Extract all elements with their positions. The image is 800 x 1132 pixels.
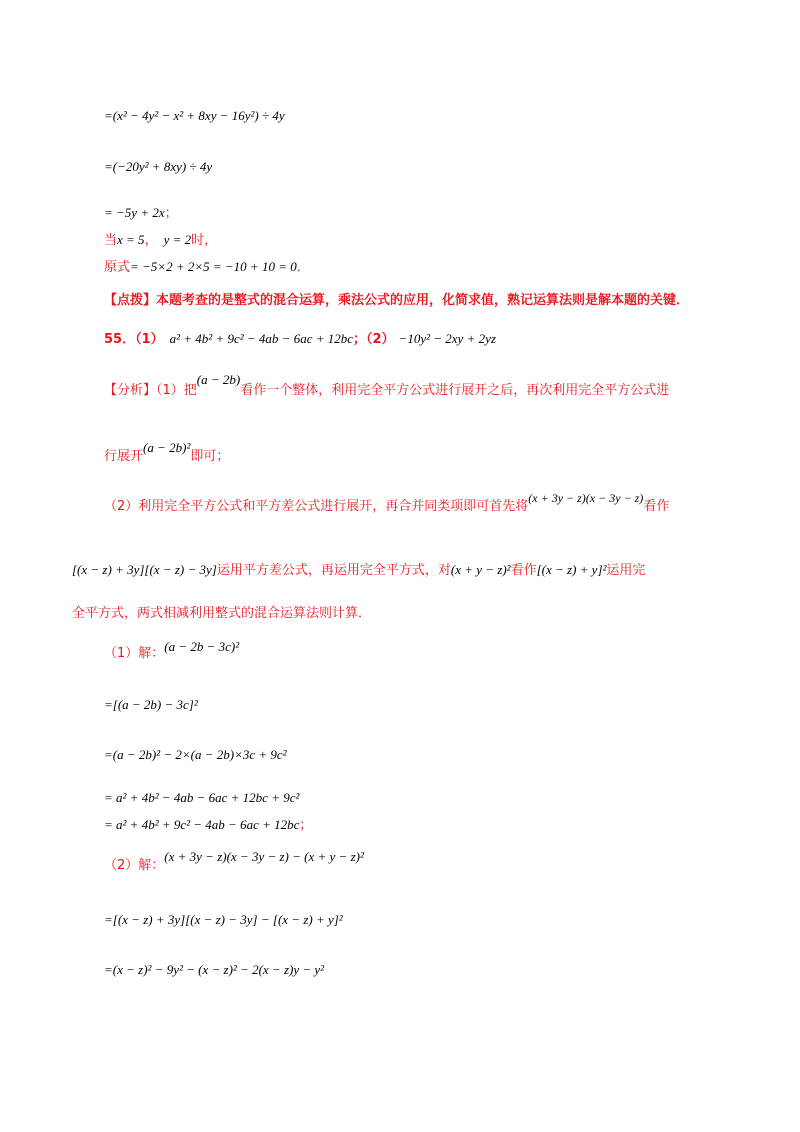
- tip-paragraph: 【点拨】本题考查的是整式的混合运算，乘法公式的应用，化简求值，熟记运算法则是解本题的关键．: [104, 293, 690, 308]
- text: 看作: [643, 499, 670, 514]
- solution-1-start: [104, 639, 240, 664]
- text: （1）解：: [104, 646, 165, 661]
- solution-2-step-3: [104, 960, 324, 981]
- text: 运用平方差公式，再运用完全平方式，对: [216, 563, 451, 578]
- separator: ；（2）: [353, 332, 395, 347]
- math-expression: =[(a − 2b) − 3c]²: [104, 697, 198, 712]
- answer-2: −10y² − 2xy + 2yz: [398, 331, 496, 346]
- question-55-answer: [104, 329, 496, 350]
- math-y-value: y = 2: [163, 232, 192, 247]
- substitution-line: [104, 230, 217, 251]
- analysis-line-5: 全平方式，两式相减利用整式的混合运算法则计算．: [72, 606, 372, 621]
- math-expression: = −5×2 + 2×5 = −10 + 10 = 0: [130, 259, 297, 274]
- math-expression: (x + 3y − z)(x − 3y − z): [528, 491, 644, 505]
- math-expression: [(x − z) + 3y][(x − z) − 3y]: [72, 562, 217, 577]
- step-line-1: [104, 106, 285, 127]
- math-expression: =[(x − z) + 3y][(x − z) − 3y] − [(x − z) + y]²: [104, 912, 343, 927]
- text: 当: [104, 233, 118, 248]
- question-number: 55．（1）: [104, 332, 164, 347]
- solution-1-step-2: [104, 695, 198, 716]
- math-expression: (x + y − z)²: [450, 562, 511, 577]
- math-expression: = a² + 4b² + 9c² − 4ab − 6ac + 12bc: [104, 817, 300, 832]
- analysis-line-4: [72, 560, 645, 581]
- answer-1: a² + 4b² + 9c² − 4ab − 6ac + 12bc: [169, 331, 354, 346]
- solution-2-step-2: [104, 910, 343, 931]
- solution-1-step-5: [104, 815, 312, 836]
- text: （2）利用完全平方公式和平方差公式进行展开，再合并同类项即可首先将: [104, 499, 529, 514]
- math-expression: = −5y + 2x: [104, 205, 165, 220]
- text: 行展开: [104, 449, 144, 464]
- solution-1-step-3: [104, 745, 287, 766]
- math-expression: (x + 3y − z)(x − 3y − z) − (x + y − z)²: [164, 849, 364, 864]
- punctuation: ；: [299, 818, 313, 833]
- analysis-line-3: [104, 491, 670, 517]
- text: 运用完: [606, 563, 646, 578]
- text: 看作: [510, 563, 537, 578]
- solution-1-step-4: [104, 788, 299, 809]
- text: 时，: [191, 233, 218, 248]
- solution-2-start: [104, 849, 364, 876]
- punctuation: ；: [164, 206, 178, 221]
- math-expression: (a − 2b): [196, 372, 241, 387]
- analysis-line-2: [104, 440, 230, 467]
- text: ，: [144, 233, 158, 248]
- math-expression: =(−20y² + 8xy) ÷ 4y: [104, 159, 213, 174]
- text: 原式: [104, 260, 131, 275]
- text: 即可；: [190, 449, 230, 464]
- analysis-line-1: [104, 372, 670, 401]
- text: 【分析】（1）把: [104, 383, 197, 398]
- math-expression: (a − 2b − 3c)²: [164, 639, 240, 654]
- math-x-value: x = 5: [117, 232, 145, 247]
- step-line-2: [104, 157, 212, 178]
- math-expression: = a² + 4b² − 4ab − 6ac + 12bc + 9c²: [104, 790, 300, 805]
- math-expression: =(x − z)² − 9y² − (x − z)² − 2(x − z)y − y²: [104, 962, 325, 977]
- math-expression: [(x − z) + y]²: [536, 562, 607, 577]
- text: 看作一个整体，利用完全平方公式进行展开之后，再次利用完全平方公式进: [240, 383, 670, 398]
- text: ．: [296, 260, 310, 275]
- math-expression: =(x² − 4y² − x² + 8xy − 16y²) ÷ 4y: [104, 108, 285, 123]
- math-expression: =(a − 2b)² − 2×(a − 2b)×3c + 9c²: [104, 747, 287, 762]
- math-expression: (a − 2b)²: [143, 440, 191, 455]
- result-line: [104, 257, 310, 278]
- step-line-3: [104, 203, 178, 224]
- text: （2）解：: [104, 858, 165, 873]
